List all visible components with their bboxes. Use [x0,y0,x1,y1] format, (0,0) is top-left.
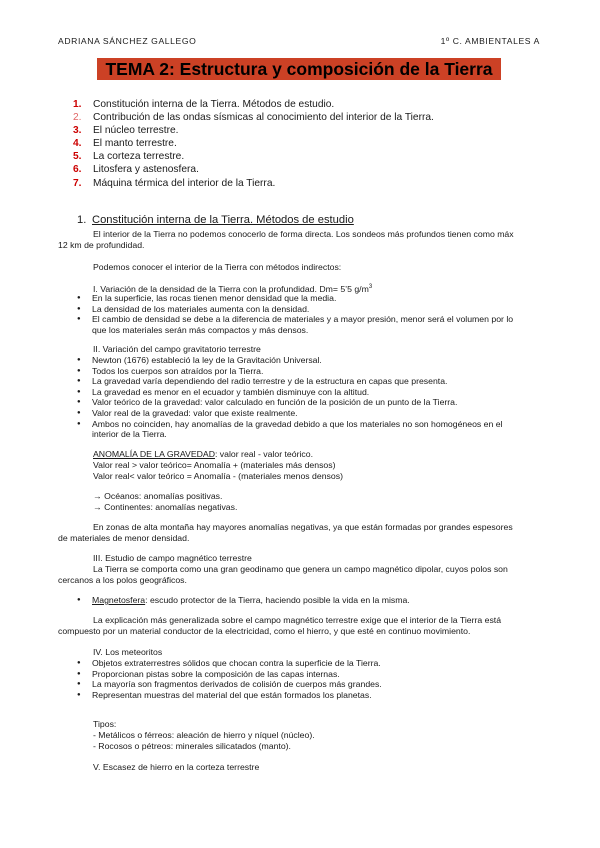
list-item: ● Valor teórico de la gravedad: valor calculado en función de la posición de un punto de la Tierra. [77,397,542,408]
list-item-continuation: que los materiales serán más compactos y más densos. [92,324,309,335]
author-name: ADRIANA SÁNCHEZ GALLEGO [58,36,197,46]
density-heading-text: I. Variación de la densidad de la Tierra con la profundidad. Dm= 5’5 g/m [93,283,369,294]
section-title: Constitución interna de la Tierra. Métodos de estudio [92,214,354,226]
magnetosphere-bullet [77,595,542,606]
list-item: ● Newton (1676) estableció la ley de la Gravitación Universal. [77,355,542,366]
gravity-bullets [77,355,542,440]
list-item: ● En la superficie, las rocas tienen menor densidad que la media. [77,293,542,304]
course-name: 1º C. AMBIENTALES A [440,36,540,46]
toc-label: El manto terrestre. [93,138,177,150]
list-item: ● Objetos extraterrestres sólidos que chocan contra la superficie de la Tierra. [77,658,542,669]
list-item: ● La gravedad varía dependiendo del radio terrestre y de la estructura en capas que presenta. [77,376,542,387]
toc-item [73,150,434,163]
types-label: Tipos: [93,719,117,729]
magnetic-paragraph-line: La Tierra se comporta como una gran geodinamo que genera un campo magnético dipolar, cuyos polos son [93,564,508,574]
magnetic-explanation-line: La explicación más generalizada sobre el campo magnético terrestre exige que el interior de la Tierra está [93,615,502,625]
magnetosphere-definition: : escudo protector de la Tierra, haciendo posible la vida en la misma. [145,595,410,605]
magnetic-paragraph-line: cercanos a los polos geográficos. [58,575,187,585]
toc-label: El núcleo terrestre. [93,125,179,137]
toc-label: Constitución interna de la Tierra. Métodos de estudio. [93,99,335,110]
anomaly-term: ANOMALÍA DE LA GRAVEDAD [93,449,215,459]
mountains-line: de materiales de menor densidad. [58,533,190,543]
oceans-line: → Océanos: anomalías positivas. [93,491,223,501]
toc-number: 3. [73,125,82,137]
toc-label: Máquina térmica del interior de la Tierra. [93,177,276,189]
list-item [77,595,542,606]
type-item: - Metálicos o férreos: aleación de hierro y níquel (núcleo). [93,730,315,740]
toc-number: 2. [73,112,82,124]
gravity-anomaly-definition [93,449,313,460]
toc-number: 5. [73,151,82,163]
toc-item [73,111,434,124]
toc-item [73,163,434,176]
positive-anomaly-line: Valor real > valor teórico= Anomalía + (materiales más densos) [93,460,336,470]
list-item: ● Ambos no coinciden, hay anomalías de la gravedad debido a que los materiales no son homogéneos en el [77,419,542,430]
toc-item [73,124,434,137]
toc-item [73,137,434,150]
mountains-line: En zonas de alta montaña hay mayores anomalías negativas, ya que están formadas por grandes espesores [93,522,513,532]
toc-number: 6. [73,164,82,176]
list-item: ● Valor real de la gravedad: valor que existe realmente. [77,408,542,419]
toc-number: 7. [73,177,82,189]
list-item: ● Todos los cuerpos son atraídos por la Tierra. [77,366,542,377]
density-bullets [77,293,542,335]
list-item: ● La densidad de los materiales aumenta con la densidad. [77,304,542,315]
magnetosphere-term: Magnetosfera [92,595,146,605]
list-item: ● La gravedad es menor en el ecuador y también disminuye con la altitud. [77,387,542,398]
meteorites-bullets [77,658,542,700]
anomaly-definition: : valor real - valor teórico. [214,449,313,459]
list-item-continuation: interior de la Tierra. [92,429,167,440]
section-heading [77,214,354,226]
list-item: ● Representan muestras del material del que están formados los planetas. [77,690,542,701]
list-item: ● El cambio de densidad se debe a la diferencia de materiales y a mayor presión, menor será el volumen por lo [77,314,542,325]
toc-label: Litosfera y astenosfera. [93,164,199,176]
gravity-heading: II. Variación del campo gravitatorio terrestre [93,344,261,354]
magnetic-heading: III. Estudio de campo magnético terrestre [93,553,252,563]
table-of-contents [73,98,434,190]
iron-heading: V. Escasez de hierro en la corteza terrestre [93,762,260,772]
continents-line: → Continentes: anomalías negativas. [93,502,238,512]
toc-label: La corteza terrestre. [93,151,185,163]
intro-line: El interior de la Tierra no podemos conocerlo de forma directa. Los sondeos más profundos tienen como máx [93,229,514,239]
methods-intro: Podemos conocer el interior de la Tierra con métodos indirectos: [93,262,342,272]
type-item: - Rocosos o pétreos: minerales silicatados (manto). [93,741,291,751]
list-item: ● La mayoría son fragmentos derivados de colisión de cuerpos más grandes. [77,679,542,690]
magnetic-explanation-line: compuesto por un material conductor de la electricidad, como el hierro, y que esté en continuo movimiento. [58,626,471,636]
meteorites-heading: IV. Los meteoritos [93,647,163,657]
toc-label: Contribución de las ondas sísmicas al conocimiento del interior de la Tierra. [93,112,434,124]
toc-number: 4. [73,138,82,150]
toc-item [73,177,434,190]
intro-line: 12 km de profundidad. [58,240,145,250]
page-title: TEMA 2: Estructura y composición de la Tierra [97,58,501,80]
section-number: 1. [77,214,87,226]
toc-number: 1. [73,99,82,110]
negative-anomaly-line: Valor real< valor teórico = Anomalía - (materiales menos densos) [93,471,343,481]
toc-item [73,98,434,111]
density-unit-exponent: 3 [368,284,373,290]
list-item: ● Proporcionan pistas sobre la composición de las capas internas. [77,669,542,680]
